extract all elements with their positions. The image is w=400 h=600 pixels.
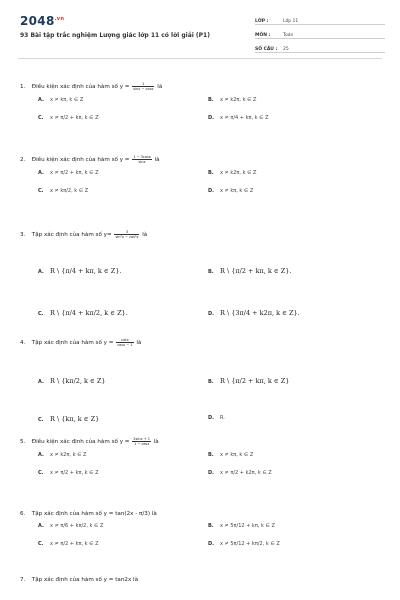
answer-option-b[interactable]	[208, 170, 256, 176]
option-letter: D.	[208, 470, 215, 476]
question-5	[20, 437, 380, 476]
numerator: 3	[114, 230, 139, 235]
denominator: sinx	[138, 160, 146, 164]
numerator: cotx	[116, 338, 133, 343]
option-text: R \ {π/4 + kπ, k ∈ Z}.	[50, 267, 122, 275]
denominator: sin²x − cos²x	[115, 235, 139, 239]
option-letter: D.	[208, 188, 215, 194]
question-number: 7.	[20, 577, 26, 583]
header-divider	[18, 58, 382, 59]
option-letter: D.	[208, 541, 215, 547]
question-6	[20, 511, 380, 547]
option-letter: B.	[208, 269, 214, 275]
option-letter: C.	[38, 417, 44, 423]
question-stem: Điều kiện xác định của hàm số y =	[31, 157, 130, 163]
answer-option-b[interactable]	[208, 97, 256, 103]
answer-option-b[interactable]	[208, 377, 289, 385]
question-number: 6.	[20, 511, 26, 517]
meta-value: Toán	[283, 33, 294, 38]
option-letter: A.	[38, 170, 44, 176]
meta-label: SỐ CÂU :	[255, 47, 278, 52]
question-suffix: là	[136, 340, 142, 346]
option-letter: B.	[208, 379, 214, 385]
answer-option-a[interactable]	[38, 170, 99, 176]
question-3	[20, 230, 380, 317]
answer-option-c[interactable]	[38, 309, 128, 317]
denominator: cosx − 1	[117, 343, 133, 347]
question-text	[20, 82, 380, 91]
option-text: x ≠ k2π, k ∈ Z	[50, 452, 87, 458]
answer-option-b[interactable]	[208, 523, 275, 529]
option-text: x ≠ π/6 + kπ/2, k ∈ Z	[50, 523, 104, 529]
option-text: x ≠ π/2 + kπ, k ∈ Z	[50, 115, 99, 121]
answer-option-a[interactable]	[38, 452, 86, 458]
option-letter: B.	[208, 170, 214, 176]
answer-option-d[interactable]	[208, 188, 253, 194]
denominator: 1 − cosx	[133, 442, 150, 446]
meta-label: LỚP :	[255, 19, 269, 24]
question-1	[20, 82, 380, 121]
logo-suffix: .vn	[54, 16, 65, 22]
option-letter: D.	[208, 115, 215, 121]
site-logo[interactable]	[20, 14, 64, 28]
meta-value: 25	[283, 47, 289, 52]
numerator: 2sinx + 1	[133, 437, 150, 441]
question-stem: Tập xác định của hàm số y =	[31, 340, 114, 346]
logo-text: 2048	[20, 14, 55, 28]
meta-row-class	[255, 14, 385, 25]
question-suffix: là	[153, 439, 159, 445]
option-text: x ≠ π/2 + kπ, k ∈ Z	[50, 541, 99, 547]
answer-option-c[interactable]	[38, 188, 88, 194]
option-letter: A.	[38, 269, 44, 275]
option-text: R \ {kπ/2, k ∈ Z}	[50, 377, 106, 385]
answer-option-d[interactable]	[208, 541, 280, 547]
answer-option-a[interactable]	[38, 523, 103, 529]
answer-option-b[interactable]	[208, 267, 291, 275]
meta-value: Lớp 11	[283, 19, 299, 24]
option-letter: B.	[208, 523, 214, 529]
question-number: 2.	[20, 157, 26, 163]
option-letter: A.	[38, 379, 44, 385]
question-stem: Tập xác định của hàm số y=	[31, 232, 112, 238]
question-number: 3.	[20, 232, 26, 238]
option-text: x ≠ k2π, k ∈ Z	[220, 170, 257, 176]
question-stem: Điều kiện xác định của hàm số y =	[31, 84, 130, 90]
option-text: R \ {π/4 + kπ/2, k ∈ Z}.	[50, 309, 128, 317]
option-letter: B.	[208, 452, 214, 458]
option-letter: C.	[38, 311, 44, 317]
fraction	[116, 338, 133, 347]
question-7	[20, 577, 380, 583]
answer-option-a[interactable]	[38, 377, 106, 385]
answer-option-a[interactable]	[38, 267, 121, 275]
question-text	[20, 338, 380, 347]
answer-option-c[interactable]	[38, 541, 99, 547]
option-text: x ≠ kπ, k ∈ Z	[220, 452, 254, 458]
option-text: x ≠ π/4 + kπ, k ∈ Z	[220, 115, 269, 121]
option-letter: A.	[38, 523, 44, 529]
fraction	[132, 437, 151, 446]
answer-option-d[interactable]	[208, 470, 272, 476]
question-stem: Tập xác định của hàm số y = tan2x là	[31, 577, 139, 583]
option-letter: C.	[38, 470, 44, 476]
answer-option-c[interactable]	[38, 115, 99, 121]
option-text: x ≠ k2π, k ∈ Z	[220, 97, 257, 103]
denominator: sinx − cosx	[133, 87, 154, 91]
question-number: 5.	[20, 439, 26, 445]
meta-info	[255, 14, 385, 56]
question-text	[20, 577, 380, 583]
option-text: R.	[220, 415, 225, 421]
option-letter: D.	[208, 415, 215, 421]
question-suffix: là	[157, 84, 163, 90]
option-text: R \ {3π/4 + k2π, k ∈ Z}.	[220, 309, 300, 317]
question-text	[20, 511, 380, 517]
meta-label: MÔN :	[255, 33, 271, 38]
option-letter: C.	[38, 541, 44, 547]
answer-option-c[interactable]	[38, 470, 99, 476]
option-text: x ≠ 5π/12 + kπ/2, k ∈ Z	[220, 541, 280, 547]
option-text: R \ {kπ, k ∈ Z}	[50, 415, 100, 423]
question-text	[20, 437, 380, 446]
option-text: x ≠ kπ, k ∈ Z	[220, 188, 254, 194]
meta-row-count	[255, 42, 385, 53]
question-suffix: là	[154, 157, 160, 163]
question-text	[20, 155, 380, 164]
question-2	[20, 155, 380, 194]
option-letter: A.	[38, 97, 44, 103]
question-stem: Tập xác định của hàm số y = tan(2x - π/3) là	[31, 511, 157, 517]
option-letter: C.	[38, 115, 44, 121]
option-text: x ≠ kπ, k ∈ Z	[50, 97, 84, 103]
question-stem: Điều kiện xác định của hàm số y =	[31, 439, 130, 445]
option-letter: D.	[208, 311, 215, 317]
fraction	[132, 155, 152, 164]
answer-option-d[interactable]	[208, 415, 225, 421]
document-title: 93 Bài tập trắc nghiệm Lượng giác lớp 11 có lời giải (P1)	[20, 32, 210, 39]
fraction	[114, 230, 139, 239]
answer-option-d[interactable]	[208, 309, 300, 317]
answer-option-b[interactable]	[208, 452, 253, 458]
question-number: 4.	[20, 340, 26, 346]
option-text: x ≠ π/2 + kπ, k ∈ Z	[50, 470, 99, 476]
answer-option-d[interactable]	[208, 115, 269, 121]
fraction	[132, 82, 154, 91]
option-text: x ≠ 5π/12 + kπ, k ∈ Z	[220, 523, 275, 529]
question-number: 1.	[20, 84, 26, 90]
option-text: x ≠ π/2 + k2π, k ∈ Z	[220, 470, 272, 476]
numerator: 1	[132, 82, 154, 87]
option-letter: A.	[38, 452, 44, 458]
option-letter: B.	[208, 97, 214, 103]
option-text: R \ {π/2 + kπ, k ∈ Z}.	[220, 267, 292, 275]
meta-row-subject	[255, 28, 385, 39]
numerator: 1 − 3cosx	[133, 155, 151, 159]
question-text	[20, 230, 380, 239]
answer-option-a[interactable]	[38, 97, 83, 103]
option-text: x ≠ kπ/2, k ∈ Z	[50, 188, 89, 194]
option-letter: C.	[38, 188, 44, 194]
answer-option-c[interactable]	[38, 415, 99, 423]
question-suffix: là	[142, 232, 148, 238]
option-text: R \ {π/2 + kπ, k ∈ Z}	[220, 377, 290, 385]
option-text: x ≠ π/2 + kπ, k ∈ Z	[50, 170, 99, 176]
question-4	[20, 338, 380, 423]
